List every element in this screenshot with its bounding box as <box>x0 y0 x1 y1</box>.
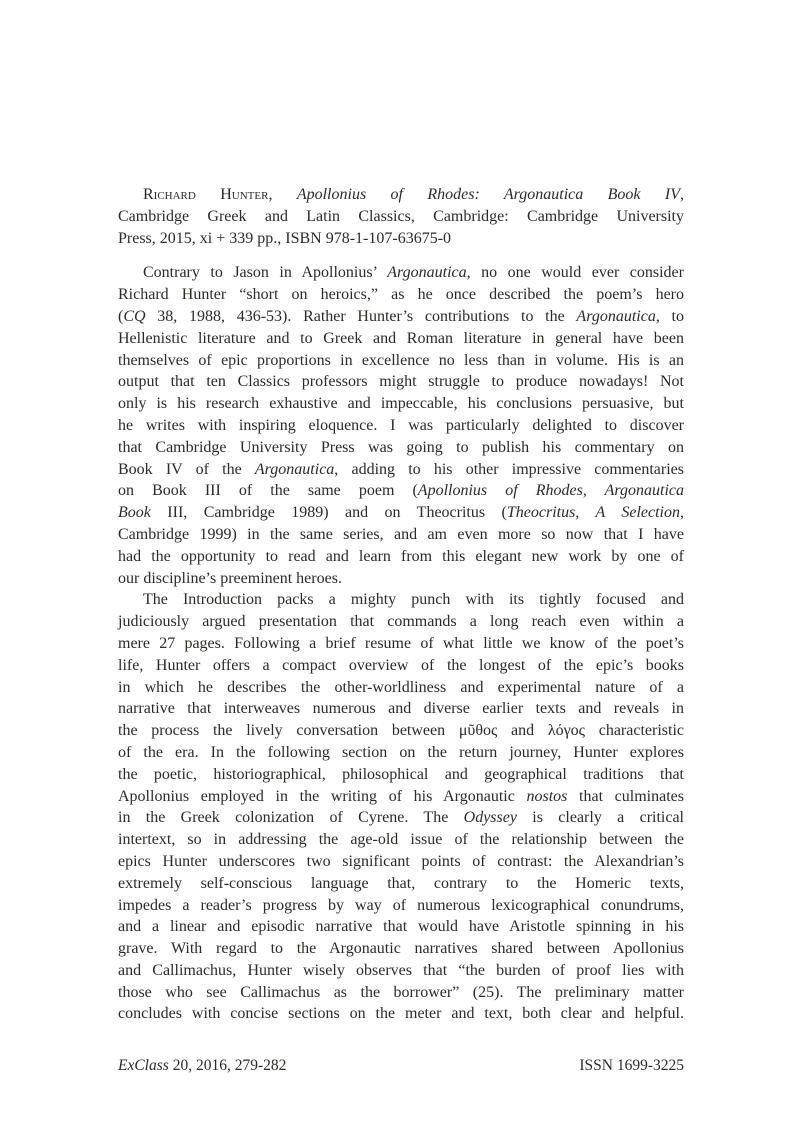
text-line <box>118 916 684 938</box>
text-segment: that culminates <box>567 787 684 805</box>
text-segment: Apollonius employed in the writing of his Argonautic <box>118 787 527 805</box>
journal-citation <box>118 1056 286 1076</box>
text-segment: Press, 2015, xi + 339 pp., ISBN 978-1-107-63675-0 <box>118 229 452 247</box>
text-segment: , to <box>655 307 684 325</box>
text-segment: The Introduction packs a mighty punch with its tightly focused and <box>143 591 684 609</box>
text-line <box>118 982 684 1004</box>
text-segment: he writes with inspiring eloquence. I was particularly delighted to discover <box>118 416 684 434</box>
text-segment: the process the lively conversation between μῦθος and λόγος characteristic <box>118 722 684 740</box>
text-segment: our discipline’s preeminent heroes. <box>118 569 342 587</box>
text-segment: ExClass <box>118 1057 169 1074</box>
text-segment: mere 27 pages. Following a brief resume of what little we know of the poet’s <box>118 634 684 652</box>
text-segment: Richard Hunter <box>143 186 269 203</box>
text-line <box>118 611 684 633</box>
text-line <box>118 371 684 393</box>
text-segment: Richard Hunter “short on heroics,” as he once described the poem’s hero <box>118 286 684 304</box>
text-line <box>118 184 684 206</box>
text-segment: only is his research exhaustive and impeccable, his conclusions persuasive, but <box>118 395 684 413</box>
text-line <box>118 546 684 568</box>
paragraph <box>118 262 684 589</box>
text-segment: impedes a reader’s progress by way of numerous lexicographical conundrums, <box>118 896 684 914</box>
text-segment: in which he describes the other-worldliness and experimental nature of a <box>118 678 684 696</box>
text-segment: CQ <box>123 307 146 325</box>
text-segment: III, Cambridge 1989) and on Theocritus ( <box>150 504 507 522</box>
text-segment: 20, 2016, 279-282 <box>168 1057 287 1074</box>
text-line <box>118 589 684 611</box>
paragraph <box>118 589 684 1025</box>
text-line <box>118 480 684 502</box>
text-segment: Cambridge Greek and Latin Classics, Cambridge: Cambridge University <box>118 207 684 225</box>
text-segment: had the opportunity to read and learn from this elegant new work by one of <box>118 547 684 565</box>
text-line <box>118 851 684 873</box>
text-line <box>118 895 684 917</box>
text-segment: those who see Callimachus as the borrower” (25). The preliminary matter <box>118 983 684 1001</box>
text-segment: of the era. In the following section on the return journey, Hunter explores <box>118 743 684 761</box>
text-line <box>118 938 684 960</box>
text-line <box>118 677 684 699</box>
page-footer <box>118 1056 684 1076</box>
text-segment: Argonautica <box>254 460 335 478</box>
text-segment: extremely self-conscious language that, contrary to the Homeric texts, <box>118 874 684 892</box>
text-segment: Apollonius of Rhodes: Argonautica Book IV <box>296 186 681 203</box>
text-line <box>118 350 684 372</box>
text-line <box>118 655 684 677</box>
text-segment: nostos <box>526 787 568 805</box>
review-content <box>118 184 684 1025</box>
text-segment: in the Greek colonization of Cyrene. The <box>118 809 464 827</box>
text-line <box>118 284 684 306</box>
text-segment: Book IV of the <box>118 460 255 478</box>
text-segment: epics Hunter underscores two significant points of contrast: the Alexandrian’s <box>118 852 684 870</box>
text-line <box>118 786 684 808</box>
text-line <box>118 1003 684 1025</box>
text-segment: that Cambridge University Press was going to publish his commentary on <box>118 438 684 456</box>
text-segment: the poetic, historiographical, philosophical and geographical traditions that <box>118 765 684 783</box>
text-line <box>118 568 684 590</box>
text-segment: and Callimachus, Hunter wisely observes that “the burden of proof lies with <box>118 961 684 979</box>
text-line <box>118 960 684 982</box>
text-segment: , <box>268 186 297 203</box>
text-segment: Theocritus, A Selection <box>506 504 681 522</box>
text-line <box>118 228 684 250</box>
text-line <box>118 328 684 350</box>
text-segment: Hellenistic literature and to Greek and Roman literature in general have been <box>118 329 684 347</box>
text-segment: , adding to his other impressive commentaries <box>334 460 685 478</box>
text-line <box>118 502 684 524</box>
text-segment: Odyssey <box>463 809 517 827</box>
text-segment: 38, 1988, 436-53). Rather Hunter’s contributions to the <box>145 307 577 325</box>
text-line <box>118 873 684 895</box>
text-line <box>118 437 684 459</box>
text-line <box>118 698 684 720</box>
text-segment: , <box>680 186 685 203</box>
text-segment: Apollonius of Rhodes, Argonautica <box>417 482 685 500</box>
text-line <box>118 742 684 764</box>
text-segment: ( <box>118 307 124 325</box>
text-segment: intertext, so in addressing the age-old issue of the relationship between the <box>118 831 684 849</box>
text-segment: Argonautica <box>387 264 467 282</box>
text-line <box>118 633 684 655</box>
text-line <box>118 807 684 829</box>
text-segment: output that ten Classics professors might struggle to produce nowadays! Not <box>118 373 684 391</box>
text-line <box>118 206 684 228</box>
text-segment: concludes with concise sections on the meter and text, both clear and helpful. <box>118 1005 684 1023</box>
text-line <box>118 720 684 742</box>
issn: ISSN 1699-3225 <box>579 1057 684 1074</box>
review-header <box>118 184 684 249</box>
text-segment: Contrary to Jason in Apollonius’ <box>143 264 388 282</box>
text-segment: Cambridge 1999) in the same series, and am even more so now that I have <box>118 525 684 543</box>
text-segment: and a linear and episodic narrative that would have Aristotle spinning in his <box>118 918 684 936</box>
text-segment: , <box>680 504 685 522</box>
text-line <box>118 829 684 851</box>
text-line <box>118 415 684 437</box>
text-line <box>118 262 684 284</box>
text-segment: narrative that interweaves numerous and diverse earlier texts and reveals in <box>118 700 684 718</box>
text-line <box>118 524 684 546</box>
text-line <box>118 764 684 786</box>
text-segment: Book <box>118 504 151 522</box>
text-segment: , no one would ever consider <box>466 264 684 282</box>
text-segment: is clearly a critical <box>516 809 685 827</box>
text-segment: themselves of epic proportions in excellence no less than in volume. His is an <box>118 351 684 369</box>
text-segment: judiciously argued presentation that commands a long reach even within a <box>118 613 684 631</box>
text-segment: Argonautica <box>576 307 656 325</box>
text-line <box>118 393 684 415</box>
text-line <box>118 306 684 328</box>
text-segment: grave. With regard to the Argonautic narratives shared between Apollonius <box>118 940 684 958</box>
text-segment: life, Hunter offers a compact overview of the longest of the epic’s books <box>118 656 684 674</box>
text-line <box>118 459 684 481</box>
review-body <box>118 262 684 1025</box>
text-segment: on Book III of the same poem ( <box>118 482 418 500</box>
